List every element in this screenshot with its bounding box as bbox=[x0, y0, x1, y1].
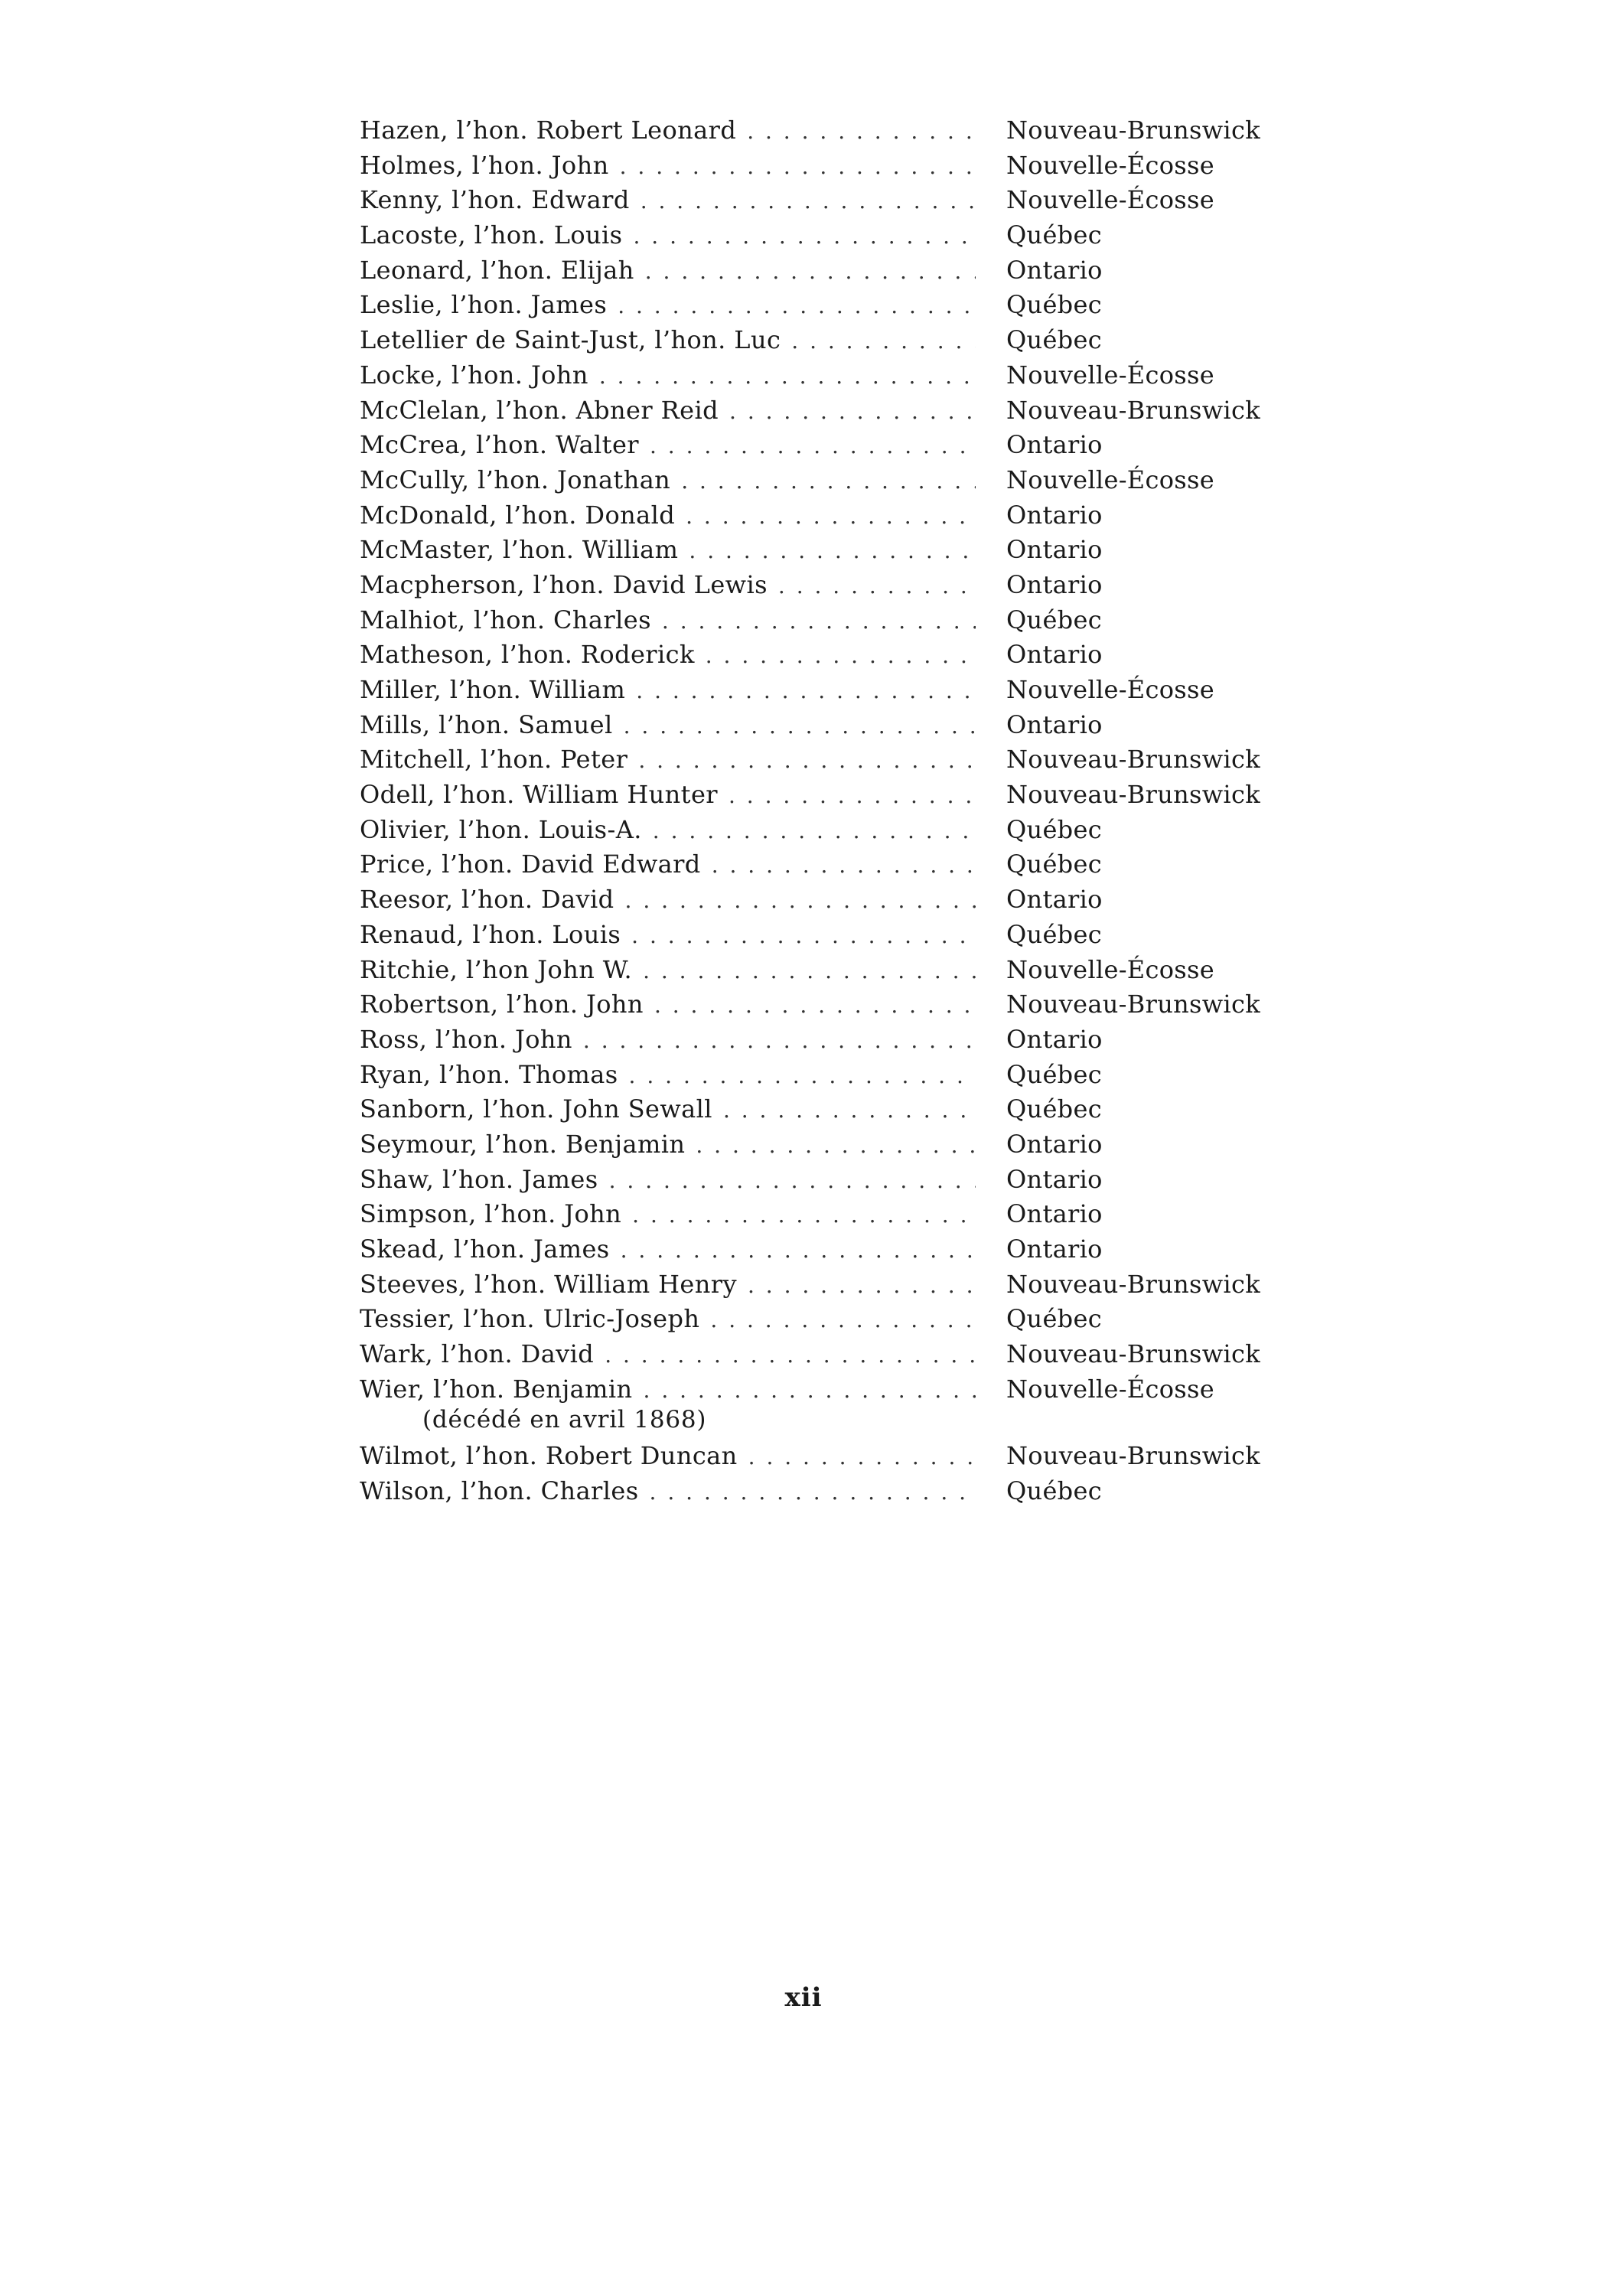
senator-name: Renaud, l’hon. Louis bbox=[360, 919, 621, 949]
senator-name: Letellier de Saint-Just, l’hon. Luc bbox=[360, 325, 781, 355]
name-cell bbox=[360, 778, 976, 814]
senator-entry bbox=[360, 498, 1309, 533]
senator-name: Hazen, l’hon. Robert Leonard bbox=[360, 116, 737, 145]
name-cell bbox=[360, 603, 976, 639]
name-cell bbox=[360, 253, 976, 289]
senator-province: Ontario bbox=[1006, 1129, 1103, 1159]
senator-row bbox=[360, 918, 1309, 953]
dot-leader bbox=[681, 464, 976, 499]
name-cell bbox=[360, 882, 976, 918]
senator-row bbox=[360, 813, 1309, 848]
name-cell bbox=[360, 1127, 976, 1163]
name-cell bbox=[360, 428, 976, 464]
senator-province: Québec bbox=[1006, 290, 1102, 320]
senator-name: Simpson, l’hon. John bbox=[360, 1199, 622, 1229]
senator-name: Wier, l’hon. Benjamin bbox=[360, 1374, 633, 1404]
senator-entry bbox=[360, 778, 1309, 813]
senator-province: Québec bbox=[1006, 814, 1102, 844]
senator-entry bbox=[360, 113, 1309, 148]
name-cell bbox=[360, 148, 976, 184]
senator-province: Nouveau-Brunswick bbox=[1006, 1339, 1260, 1369]
senator-province: Nouvelle-Écosse bbox=[1006, 465, 1214, 494]
senator-row bbox=[360, 113, 1309, 148]
senator-province: Nouveau-Brunswick bbox=[1006, 990, 1260, 1019]
senator-name: Locke, l’hon. John bbox=[360, 360, 588, 390]
dot-leader bbox=[748, 1440, 976, 1475]
senator-row bbox=[360, 1372, 1309, 1407]
senator-row bbox=[360, 1337, 1309, 1372]
senator-name: Holmes, l’hon. John bbox=[360, 150, 609, 180]
page-number: xii bbox=[784, 1982, 823, 2013]
senator-entry bbox=[360, 708, 1309, 743]
senator-row bbox=[360, 568, 1309, 603]
dot-leader bbox=[791, 324, 976, 359]
senator-entry bbox=[360, 1058, 1309, 1093]
name-cell bbox=[360, 742, 976, 778]
senator-row bbox=[360, 953, 1309, 988]
senator-entry bbox=[360, 428, 1309, 463]
dot-leader bbox=[686, 499, 976, 534]
senator-row bbox=[360, 778, 1309, 813]
dot-leader bbox=[624, 709, 976, 744]
senator-province: Ontario bbox=[1006, 535, 1103, 565]
senator-province: Ontario bbox=[1006, 1234, 1103, 1264]
senator-province: Québec bbox=[1006, 919, 1102, 949]
senator-name: McClelan, l’hon. Abner Reid bbox=[360, 395, 719, 425]
dot-leader bbox=[605, 1338, 976, 1373]
senator-row bbox=[360, 218, 1309, 253]
senator-name: Robertson, l’hon. John bbox=[360, 990, 644, 1019]
senator-name: Matheson, l’hon. Roderick bbox=[360, 640, 695, 670]
senator-name: Ross, l’hon. John bbox=[360, 1024, 572, 1054]
name-cell bbox=[360, 847, 976, 883]
name-cell bbox=[360, 1022, 976, 1058]
dot-leader bbox=[629, 1058, 976, 1094]
senator-name: Leonard, l’hon. Elijah bbox=[360, 255, 634, 285]
senator-name: Tessier, l’hon. Ulric-Joseph bbox=[360, 1304, 700, 1334]
senator-entry bbox=[360, 813, 1309, 848]
senator-province: Nouvelle-Écosse bbox=[1006, 675, 1214, 704]
senator-province: Québec bbox=[1006, 1094, 1102, 1124]
senator-entry bbox=[360, 1197, 1309, 1232]
senator-row bbox=[360, 708, 1309, 743]
senator-name: Odell, l’hon. William Hunter bbox=[360, 780, 718, 810]
name-cell bbox=[360, 183, 976, 219]
dot-leader bbox=[778, 569, 976, 604]
senator-row bbox=[360, 288, 1309, 323]
dot-leader bbox=[696, 1128, 976, 1163]
senator-entry bbox=[360, 1302, 1309, 1337]
name-cell bbox=[360, 1163, 976, 1199]
dot-leader bbox=[710, 1303, 976, 1338]
name-cell bbox=[360, 498, 976, 534]
senator-province: Ontario bbox=[1006, 640, 1103, 670]
senator-province: Nouveau-Brunswick bbox=[1006, 395, 1260, 425]
dot-leader bbox=[643, 954, 976, 989]
name-cell bbox=[360, 463, 976, 499]
dot-leader bbox=[650, 429, 976, 464]
senator-row bbox=[360, 428, 1309, 463]
senator-province: Ontario bbox=[1006, 569, 1103, 599]
senator-province: Québec bbox=[1006, 1476, 1102, 1506]
senator-province: Nouvelle-Écosse bbox=[1006, 1374, 1214, 1404]
senator-entry bbox=[360, 1127, 1309, 1163]
senator-row bbox=[360, 533, 1309, 568]
senator-row bbox=[360, 847, 1309, 882]
name-cell bbox=[360, 1337, 976, 1373]
senator-name: Ritchie, l’hon John W. bbox=[360, 954, 633, 984]
dot-leader bbox=[634, 219, 976, 254]
senator-name: Steeves, l’hon. William Henry bbox=[360, 1269, 737, 1299]
senator-entry bbox=[360, 1022, 1309, 1058]
dot-leader bbox=[654, 988, 976, 1023]
name-cell bbox=[360, 568, 976, 604]
senator-name: McMaster, l’hon. William bbox=[360, 535, 679, 565]
senator-province: Ontario bbox=[1006, 709, 1103, 739]
senator-province: Québec bbox=[1006, 605, 1102, 634]
senator-row bbox=[360, 742, 1309, 778]
senator-row bbox=[360, 1474, 1309, 1509]
name-cell bbox=[360, 673, 976, 709]
dot-leader bbox=[638, 743, 976, 778]
senator-entry bbox=[360, 183, 1309, 218]
senator-name: Price, l’hon. David Edward bbox=[360, 850, 701, 879]
senator-name: Ryan, l’hon. Thomas bbox=[360, 1059, 618, 1089]
dot-leader bbox=[712, 848, 976, 883]
dot-leader bbox=[650, 1475, 976, 1510]
name-cell bbox=[360, 1439, 976, 1475]
dot-leader bbox=[631, 918, 976, 954]
name-cell bbox=[360, 1372, 976, 1408]
dot-leader bbox=[599, 359, 976, 394]
senator-province: Nouvelle-Écosse bbox=[1006, 150, 1214, 180]
senator-row bbox=[360, 1197, 1309, 1232]
name-cell bbox=[360, 1474, 976, 1510]
senator-row bbox=[360, 253, 1309, 289]
senator-province: Nouveau-Brunswick bbox=[1006, 1269, 1260, 1299]
senator-row bbox=[360, 183, 1309, 218]
senator-name: Olivier, l’hon. Louis-A. bbox=[360, 814, 642, 844]
senator-row bbox=[360, 1058, 1309, 1093]
senator-entry bbox=[360, 358, 1309, 393]
senator-name: Seymour, l’hon. Benjamin bbox=[360, 1129, 686, 1159]
senator-name: Wilmot, l’hon. Robert Duncan bbox=[360, 1441, 738, 1471]
dot-leader bbox=[653, 814, 976, 849]
senator-entry bbox=[360, 1267, 1309, 1303]
dot-leader bbox=[609, 1163, 976, 1199]
senator-entry bbox=[360, 1163, 1309, 1198]
senator-entry bbox=[360, 638, 1309, 673]
senator-name: Skead, l’hon. James bbox=[360, 1234, 610, 1264]
senator-entry bbox=[360, 148, 1309, 184]
senator-province: Ontario bbox=[1006, 885, 1103, 915]
senator-note: (décédé en avril 1868) bbox=[422, 1406, 707, 1434]
senator-entry bbox=[360, 463, 1309, 498]
senator-entry bbox=[360, 847, 1309, 882]
senator-row bbox=[360, 393, 1309, 429]
senator-province: Nouveau-Brunswick bbox=[1006, 780, 1260, 810]
senator-name: Miller, l’hon. William bbox=[360, 675, 626, 704]
senator-entry bbox=[360, 568, 1309, 603]
name-cell bbox=[360, 358, 976, 394]
name-cell bbox=[360, 1092, 976, 1128]
senator-entry bbox=[360, 1439, 1309, 1474]
senator-name: McCrea, l’hon. Walter bbox=[360, 430, 639, 460]
senator-province: Québec bbox=[1006, 220, 1102, 250]
name-cell bbox=[360, 918, 976, 954]
senator-row bbox=[360, 1302, 1309, 1337]
name-cell bbox=[360, 708, 976, 744]
dot-leader bbox=[645, 254, 976, 289]
dot-leader bbox=[620, 149, 976, 184]
senator-entry bbox=[360, 882, 1309, 918]
name-cell bbox=[360, 953, 976, 989]
senator-province: Nouveau-Brunswick bbox=[1006, 116, 1260, 145]
senator-row bbox=[360, 1163, 1309, 1198]
dot-leader bbox=[632, 1198, 976, 1233]
name-cell bbox=[360, 218, 976, 254]
name-cell bbox=[360, 1197, 976, 1233]
senator-entry bbox=[360, 1372, 1309, 1440]
senator-province: Ontario bbox=[1006, 255, 1103, 285]
senator-row bbox=[360, 1092, 1309, 1127]
dot-leader bbox=[621, 1233, 976, 1268]
senator-province: Nouveau-Brunswick bbox=[1006, 1441, 1260, 1471]
name-cell bbox=[360, 1302, 976, 1338]
dot-leader bbox=[583, 1023, 976, 1058]
senator-name: Mitchell, l’hon. Peter bbox=[360, 745, 628, 775]
senator-entry bbox=[360, 918, 1309, 953]
senator-row bbox=[360, 1022, 1309, 1058]
senator-row bbox=[360, 673, 1309, 708]
senator-province: Québec bbox=[1006, 850, 1102, 879]
senator-province: Nouvelle-Écosse bbox=[1006, 185, 1214, 215]
senator-province: Ontario bbox=[1006, 500, 1103, 530]
senator-province: Ontario bbox=[1006, 430, 1103, 460]
senator-entry bbox=[360, 323, 1309, 358]
senator-name: Leslie, l’hon. James bbox=[360, 290, 608, 320]
dot-leader bbox=[747, 114, 976, 149]
senator-entry bbox=[360, 1232, 1309, 1267]
name-cell bbox=[360, 1267, 976, 1303]
name-cell bbox=[360, 1232, 976, 1268]
senator-entry bbox=[360, 393, 1309, 429]
dot-leader bbox=[625, 883, 976, 918]
name-cell bbox=[360, 113, 976, 149]
senator-entry bbox=[360, 953, 1309, 988]
name-cell bbox=[360, 533, 976, 569]
senator-row bbox=[360, 603, 1309, 638]
senator-entry bbox=[360, 1337, 1309, 1372]
dot-leader bbox=[644, 1373, 976, 1408]
senator-row bbox=[360, 882, 1309, 918]
senator-row bbox=[360, 1127, 1309, 1163]
senator-entry bbox=[360, 603, 1309, 638]
name-cell bbox=[360, 987, 976, 1023]
dot-leader bbox=[729, 778, 976, 814]
senator-entry bbox=[360, 218, 1309, 253]
senator-name: Mills, l’hon. Samuel bbox=[360, 709, 613, 739]
senator-row bbox=[360, 323, 1309, 358]
senator-province: Ontario bbox=[1006, 1164, 1103, 1194]
dot-leader bbox=[618, 289, 976, 324]
name-cell bbox=[360, 393, 976, 429]
name-cell bbox=[360, 323, 976, 359]
dot-leader bbox=[729, 394, 976, 429]
senator-province: Québec bbox=[1006, 325, 1102, 355]
senator-name: Reesor, l’hon. David bbox=[360, 885, 614, 915]
senator-list bbox=[360, 113, 1309, 1509]
senator-entry bbox=[360, 1092, 1309, 1127]
senator-province: Nouvelle-Écosse bbox=[1006, 954, 1214, 984]
senator-row bbox=[360, 1232, 1309, 1267]
dot-leader bbox=[689, 533, 976, 569]
dot-leader bbox=[723, 1093, 976, 1128]
dot-leader bbox=[636, 673, 976, 709]
dot-leader bbox=[641, 184, 976, 219]
senator-name: Wark, l’hon. David bbox=[360, 1339, 595, 1369]
senator-row bbox=[360, 1439, 1309, 1474]
senator-name: Sanborn, l’hon. John Sewall bbox=[360, 1094, 712, 1124]
senator-row bbox=[360, 463, 1309, 498]
dot-leader bbox=[662, 604, 976, 639]
senator-row bbox=[360, 638, 1309, 673]
senator-name: McCully, l’hon. Jonathan bbox=[360, 465, 671, 494]
senator-province: Québec bbox=[1006, 1304, 1102, 1334]
senator-name: Lacoste, l’hon. Louis bbox=[360, 220, 623, 250]
senator-entry bbox=[360, 253, 1309, 289]
senator-row bbox=[360, 987, 1309, 1022]
senator-row bbox=[360, 358, 1309, 393]
senator-entry bbox=[360, 288, 1309, 323]
name-cell bbox=[360, 288, 976, 324]
senator-province: Nouvelle-Écosse bbox=[1006, 360, 1214, 390]
senator-province: Ontario bbox=[1006, 1199, 1103, 1229]
senator-entry bbox=[360, 1474, 1309, 1509]
name-cell bbox=[360, 638, 976, 673]
senator-entry bbox=[360, 987, 1309, 1022]
senator-name: Macpherson, l’hon. David Lewis bbox=[360, 569, 768, 599]
senator-entry bbox=[360, 742, 1309, 778]
senator-entry bbox=[360, 673, 1309, 708]
senator-name: McDonald, l’hon. Donald bbox=[360, 500, 676, 530]
senator-row bbox=[360, 498, 1309, 533]
name-cell bbox=[360, 813, 976, 849]
name-cell bbox=[360, 1058, 976, 1094]
senator-row bbox=[360, 1267, 1309, 1303]
senator-entry bbox=[360, 533, 1309, 568]
senator-name: Shaw, l’hon. James bbox=[360, 1164, 598, 1194]
dot-leader bbox=[748, 1268, 976, 1303]
dot-leader bbox=[706, 638, 976, 673]
senator-name: Wilson, l’hon. Charles bbox=[360, 1476, 639, 1506]
senator-province: Ontario bbox=[1006, 1024, 1103, 1054]
senator-name: Kenny, l’hon. Edward bbox=[360, 185, 630, 215]
senator-province: Nouveau-Brunswick bbox=[1006, 745, 1260, 775]
senator-name: Malhiot, l’hon. Charles bbox=[360, 605, 651, 634]
senator-row bbox=[360, 148, 1309, 184]
senator-province: Québec bbox=[1006, 1059, 1102, 1089]
